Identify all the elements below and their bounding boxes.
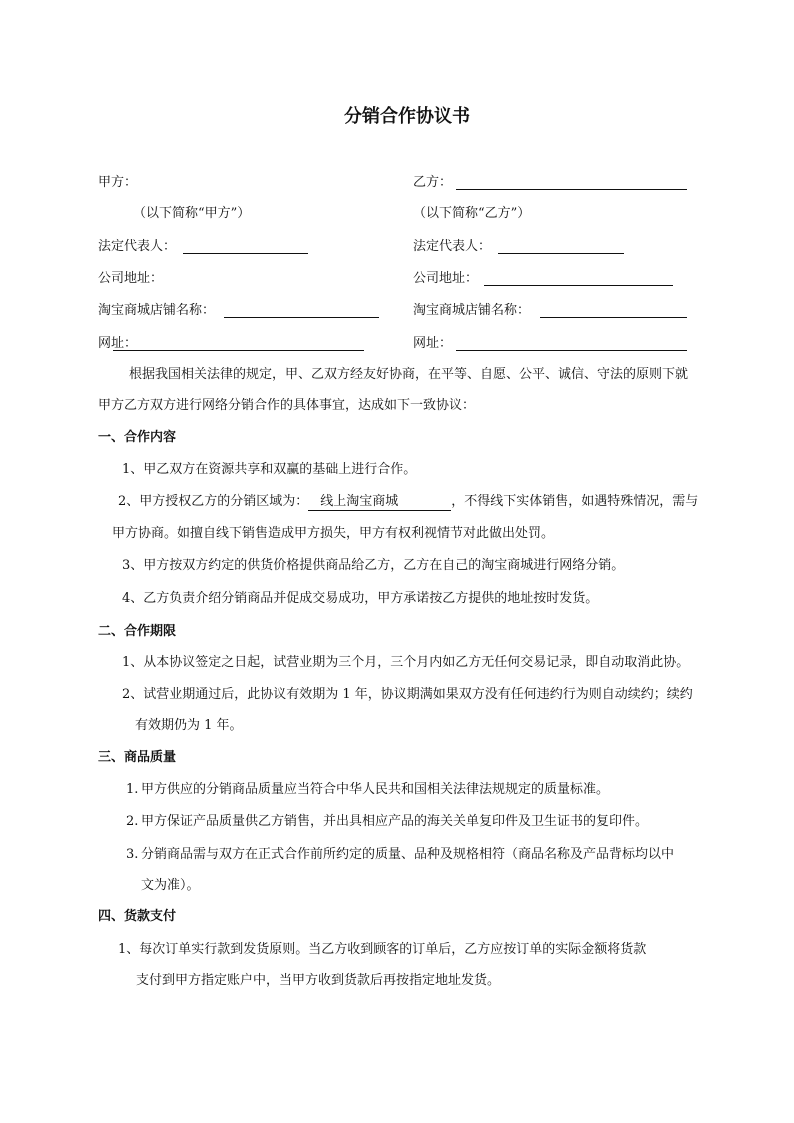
section-2-heading: 二、合作期限 <box>98 624 177 639</box>
section-1-item-4: 4、乙方负责介绍分销商品并促成交易成功，甲方承诺按乙方提供的地址按时发货。 <box>122 591 599 606</box>
intro-line-1: 根据我国相关法律的规定，甲、乙双方经友好协商，在平等、自愿、公平、诚信、守法的原则下就 <box>129 367 689 382</box>
party-b-address-label: 公司地址： <box>413 271 479 286</box>
party-b-rep-label: 法定代表人： <box>413 239 492 254</box>
intro-line-2: 甲方乙方双方进行网络分销合作的具体事宜，达成如下一致协议： <box>98 398 476 413</box>
party-a-rep-blank[interactable] <box>183 253 308 254</box>
section-4-heading: 四、货款支付 <box>98 909 177 924</box>
party-a-url-label: 网址： <box>98 336 138 351</box>
party-b-url-blank[interactable] <box>456 350 687 351</box>
party-b-alias: （以下简称“乙方”） <box>413 206 531 221</box>
section-3-item-2: 甲方保证产品质量供乙方销售，并出具相应产品的海关关单复印件及卫生证书的复印件。 <box>141 814 649 829</box>
section-3-item-3: 分销商品需与双方在正式合作前所约定的质量、品种及规格相符（商品名称及产品背标均以中 <box>141 847 675 862</box>
party-a-alias: （以下简称“甲方”） <box>133 206 251 221</box>
party-a-shop-blank[interactable] <box>224 317 379 318</box>
party-b-blank[interactable] <box>456 189 687 190</box>
item-2-prefix: 2、甲方授权乙方的分销区域为： <box>118 494 309 509</box>
page-title: 分销合作协议书 <box>344 106 470 127</box>
section-3-num-2: 2. <box>126 814 139 829</box>
party-a-shop-label: 淘宝商城店铺名称： <box>98 303 216 318</box>
distribution-region-value: 线上淘宝商城 <box>308 494 451 511</box>
party-a-label: 甲方： <box>98 175 138 190</box>
section-3-item-1: 甲方供应的分销商品质量应当符合中华人民共和国相关法律法规规定的质量标准。 <box>141 782 610 797</box>
section-1-item-1: 1、甲乙双方在资源共享和双赢的基础上进行合作。 <box>122 462 417 477</box>
section-1-heading: 一、合作内容 <box>98 430 177 445</box>
item-2-suffix: ，不得线下实体销售，如遇特殊情况，需与 <box>451 494 699 509</box>
party-b-rep-blank[interactable] <box>498 253 624 254</box>
section-1-item-3: 3、甲方按双方约定的供货价格提供商品给乙方，乙方在自己的淘宝商城进行网络分销。 <box>122 558 625 573</box>
section-2-item-2: 2、试营业期通过后，此协议有效期为 1 年，协议期满如果双方没有任何违约行为则自动续约；续约 <box>122 687 693 702</box>
section-1-item-2-cont: 甲方协商。如擅自线下销售造成甲方损失，甲方有权利视情节对此做出处罚。 <box>112 526 555 541</box>
section-3-heading: 三、商品质量 <box>98 750 177 765</box>
section-1-item-2 <box>118 494 698 511</box>
party-b-shop-label: 淘宝商城店铺名称： <box>413 303 531 318</box>
section-3-item-3-cont: 文为准）。 <box>141 878 200 893</box>
party-b-label: 乙方： <box>413 175 453 190</box>
section-3-num-1: 1. <box>126 782 139 797</box>
section-3-num-3: 3. <box>126 847 139 862</box>
party-a-rep-label: 法定代表人： <box>98 239 177 254</box>
section-2-item-1: 1、从本协议签定之日起，试营业期为三个月，三个月内如乙方无任何交易记录，即自动取消此协。 <box>122 655 690 670</box>
party-b-url-label: 网址： <box>413 336 453 351</box>
party-a-address-label: 公司地址： <box>98 271 164 286</box>
party-a-url-blank[interactable] <box>113 350 364 351</box>
party-b-shop-blank[interactable] <box>540 317 687 318</box>
section-2-item-2-cont: 有效期仍为 1 年。 <box>135 718 243 733</box>
party-b-address-blank[interactable] <box>484 285 673 286</box>
section-4-item-1-cont: 支付到甲方指定账户中，当甲方收到货款后再按指定地址发货。 <box>136 973 501 988</box>
section-4-item-1: 1、每次订单实行款到发货原则。当乙方收到顾客的订单后，乙方应按订单的实际金额将货款 <box>118 942 647 957</box>
